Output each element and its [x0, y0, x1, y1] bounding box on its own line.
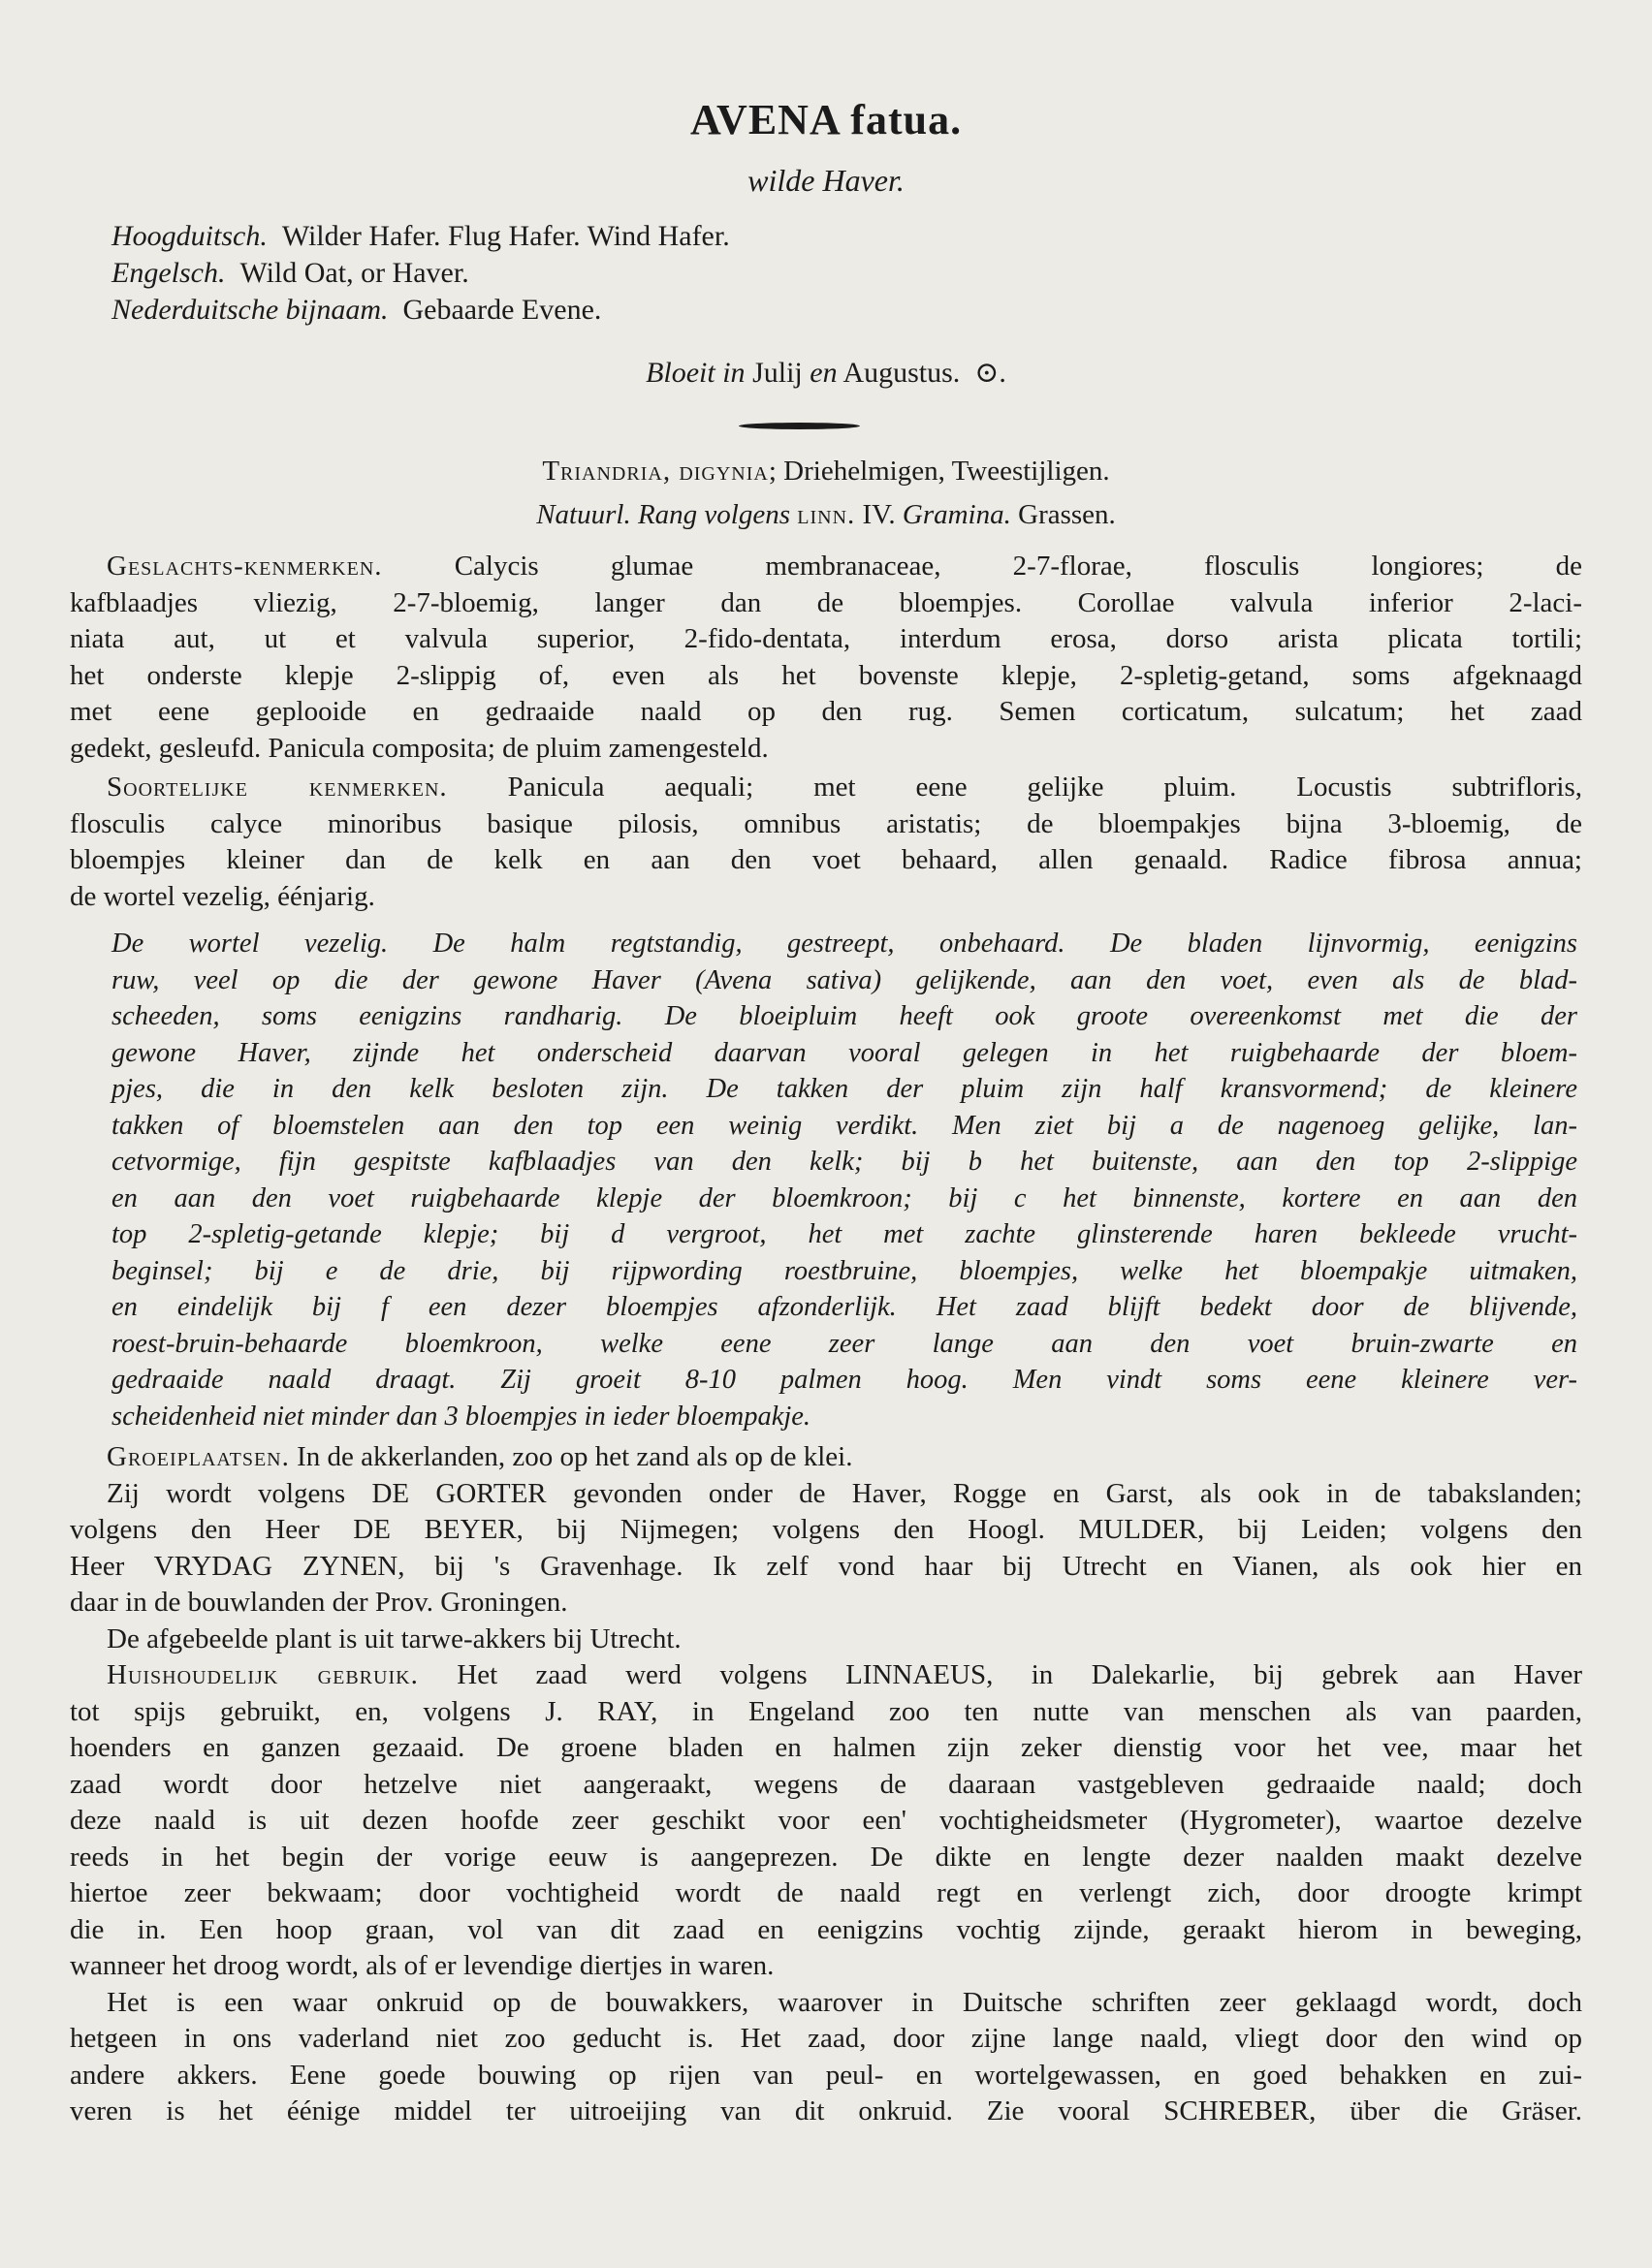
text-line: deze naald is uit dezen hoofde zeer geschikt voor een' vochtigheidsmeter (Hygrometer), waartoe dezelve: [70, 1805, 1582, 1836]
text-line: hiertoe zeer bekwaam; door vochtigheid wordt de naald regt en verlengt zich, door droogte krimpt: [70, 1877, 1582, 1908]
text-line: gedraaide naald draagt. Zij groeit 8-10 palmen hoog. Men vindt soms eene kleinere ver-: [111, 1365, 1577, 1395]
natural-rank: [0, 499, 1652, 531]
text-line: flosculis calyce minoribus basique pilosis, omnibus aristatis; de bloempakjes bijna 3-bloemig, de: [70, 807, 1582, 839]
text-line: daar in de bouwlanden der Prov. Groningen.: [70, 1587, 568, 1618]
text-line: scheeden, soms eenigzins randharig. De bloeipluim heeft ook groote overeenkomst met die der: [111, 1001, 1577, 1031]
text-line: tot spijs gebruikt, en, volgens J. RAY, in Engeland zoo ten nutte van menschen als van paarden,: [70, 1695, 1582, 1727]
text-line: reeds in het begin der vorige eeuw is aangeprezen. De dikte en lengte dezer naalden maakt dezelve: [70, 1841, 1582, 1873]
text-line: top 2-spletig-getande klepje; bij d vergroot, het met zachte glinsterende haren bekleede vrucht-: [111, 1219, 1577, 1249]
text-line: Huishoudelijk gebruik. Het zaad werd volgens LINNAEUS, in Dalekarlie, bij gebrek aan Haver: [107, 1659, 1583, 1690]
text-line: takken of bloemstelen aan den top een weinig verdikt. Men ziet bij a de nagenoeg gelijke, lan-: [111, 1110, 1577, 1141]
synonym-names: Wild Oat, or Haver.: [239, 257, 469, 289]
flowering-word-en: en: [810, 357, 838, 389]
habitat-section: [70, 1439, 1582, 1657]
rank-number: IV.: [862, 499, 896, 530]
text-line: ruw, veel op die der gewone Haver (Avena sativa) gelijkende, aan den voet, even als de blad-: [111, 964, 1577, 995]
flowering-label: Bloeit: [646, 357, 715, 389]
linnaean-class: [0, 456, 1652, 488]
synonym-language: Hoogduitsch.: [111, 220, 268, 252]
plant-description: [111, 926, 1577, 1434]
rank-author: linn.: [797, 499, 856, 530]
text-line: niata aut, ut et valvula superior, 2-fido-dentata, interdum erosa, dorso arista plicata tortili;: [70, 623, 1582, 654]
text-line: Geslachts-kenmerken. Calycis glumae membranaceae, 2-7-florae, flosculis longiores; de: [107, 551, 1582, 582]
text-line: Zij wordt volgens DE GORTER gevonden onder de Haver, Rogge en Garst, als ook in de tabakslanden;: [107, 1477, 1582, 1509]
synonym-german: [111, 219, 730, 254]
section-heading: Soortelijke kenmerken.: [107, 772, 448, 803]
species-title: AVENA fatua.: [689, 96, 963, 143]
text-line: De wortel vezelig. De halm regtstandig, gestreept, onbehaard. De bladen lijnvormig, eenigzins: [111, 929, 1577, 959]
text-line: De afgebeelde plant is uit tarwe-akkers bij Utrecht.: [107, 1622, 682, 1654]
text-line: hoenders en ganzen gezaaid. De groene bladen en halmen zijn zeker dienstig voor het vee, maar het: [70, 1732, 1582, 1763]
flowering-month-2: Augustus.: [842, 357, 961, 389]
text-line: de wortel vezelig, éénjarig.: [70, 880, 375, 912]
genus-characters: [70, 549, 1582, 767]
household-use-section: [70, 1657, 1582, 2130]
text-line: cetvormige, fijn gespitste kafblaadjes van den kelk; bij b het buitenste, aan den top 2-slippige: [111, 1147, 1577, 1177]
text-line: pjes, die in den kelk besloten zijn. De takken der pluim zijn half kransvormend; de kleinere: [111, 1074, 1577, 1104]
synonym-english: [111, 256, 469, 291]
flowering-word-in: in: [722, 357, 746, 389]
text-line: gewone Haver, zijnde het onderscheid daarvan vooral gelegen in het ruigbehaarde der bloem-: [111, 1037, 1577, 1068]
text-line: veren is het éénige middel ter uitroeijing van dit onkruid. Zie vooral SCHREBER, über die Gräser.: [70, 2095, 1582, 2126]
section-heading: Geslachts-kenmerken.: [107, 551, 383, 582]
text-line: hetgeen in ons vaderland niet zoo geducht is. Het zaad, door zijne lange naald, vliegt door den wind op: [70, 2023, 1582, 2054]
flowering-period: [0, 356, 1652, 390]
synonym-language: Nederduitsche bijnaam.: [111, 294, 389, 326]
text-line: Het is een waar onkruid op de bouwakkers, waarover in Duitsche schriften zeer geklaagd wordt, doch: [107, 1986, 1582, 2018]
text-line: en eindelijk bij f een dezer bloempjes afzonderlijk. Het zaad blijft bedekt door de blijvende,: [111, 1292, 1577, 1322]
text-line: Heer VRYDAG ZYNEN, bij 's Gravenhage. Ik zelf vond haar bij Utrecht en Vianen, als ook hier en: [70, 1550, 1582, 1582]
text-line: het onderste klepje 2-slippig of, even als het bovenste klepje, 2-spletig-getand, soms afgeknaagd: [70, 659, 1582, 691]
text-line: wanneer het droog wordt, als of er levendige diertjes in waren.: [70, 1950, 775, 1981]
synonym-dutch: [111, 293, 601, 328]
section-heading: Huishoudelijk gebruik.: [107, 1659, 419, 1690]
text-line: andere akkers. Eene goede bouwing op rijen van peul- en wortelgewassen, en goed behakken en zui-: [70, 2059, 1582, 2091]
section-heading: Groeiplaatsen.: [107, 1441, 290, 1472]
text-line: kafblaadjes vliezig, 2-7-bloemig, langer dan de bloempjes. Corollae valvula inferior 2-laci-: [70, 586, 1582, 618]
text-line: die in. Een hoop graan, vol van dit zaad en eenigzins vochtig zijnde, geraakt hierom in beweging,: [70, 1913, 1582, 1945]
class-name: Triandria, digynia: [542, 456, 769, 487]
text-line: met eene geplooide en gedraaide naald op den rug. Semen corticatum, sulcatum; het zaad: [70, 696, 1582, 727]
synonym-names: Wilder Hafer. Flug Hafer. Wind Hafer.: [281, 220, 730, 252]
text-line: scheidenheid niet minder dan 3 bloempjes in ieder bloempakje.: [111, 1401, 811, 1432]
ornamental-rule: [739, 423, 860, 429]
synonym-names: Gebaarde Evene.: [402, 294, 602, 326]
flowering-month-1: Julij: [752, 357, 803, 389]
text-line: Groeiplaatsen. In de akkerlanden, zoo op het zand als op de klei.: [107, 1441, 853, 1472]
class-dutch: ; Driehelmigen, Tweestijligen.: [768, 456, 1110, 487]
dutch-common-name: wilde Haver.: [747, 163, 905, 198]
annual-symbol: ⊙.: [974, 357, 1006, 389]
text-line: roest-bruin-behaarde bloemkroon, welke eene zeer lange aan den voet bruin-zwarte en: [111, 1328, 1577, 1359]
species-characters: [70, 770, 1582, 915]
text-line: en aan den voet ruigbehaarde klepje der bloemkroon; bij c het binnenste, kortere en aan den: [111, 1182, 1577, 1213]
text-line: Soortelijke kenmerken. Panicula aequali; met eene gelijke pluim. Locustis subtrifloris,: [107, 772, 1582, 803]
rank-dutch: Grassen.: [1018, 499, 1116, 530]
text-line: zaad wordt door hetzelve niet aangeraakt, wegens de daaraan vastgebleven gedraaide naald; doch: [70, 1768, 1582, 1800]
text-line: gedekt, gesleufd. Panicula composita; de pluim zamengesteld.: [70, 732, 769, 764]
rank-family: Gramina.: [902, 499, 1011, 530]
text-line: bloempjes kleiner dan de kelk en aan den voet behaard, allen genaald. Radice fibrosa annua;: [70, 844, 1582, 875]
synonym-language: Engelsch.: [111, 257, 226, 289]
rank-prefix: Natuurl. Rang volgens: [536, 499, 790, 530]
text-line: beginsel; bij e de drie, bij rijpwording roestbruine, bloempjes, welke het bloempakje uitmaken,: [111, 1255, 1577, 1286]
text-line: volgens den Heer DE BEYER, bij Nijmegen; volgens den Hoogl. MULDER, bij Leiden; volgens den: [70, 1514, 1582, 1545]
